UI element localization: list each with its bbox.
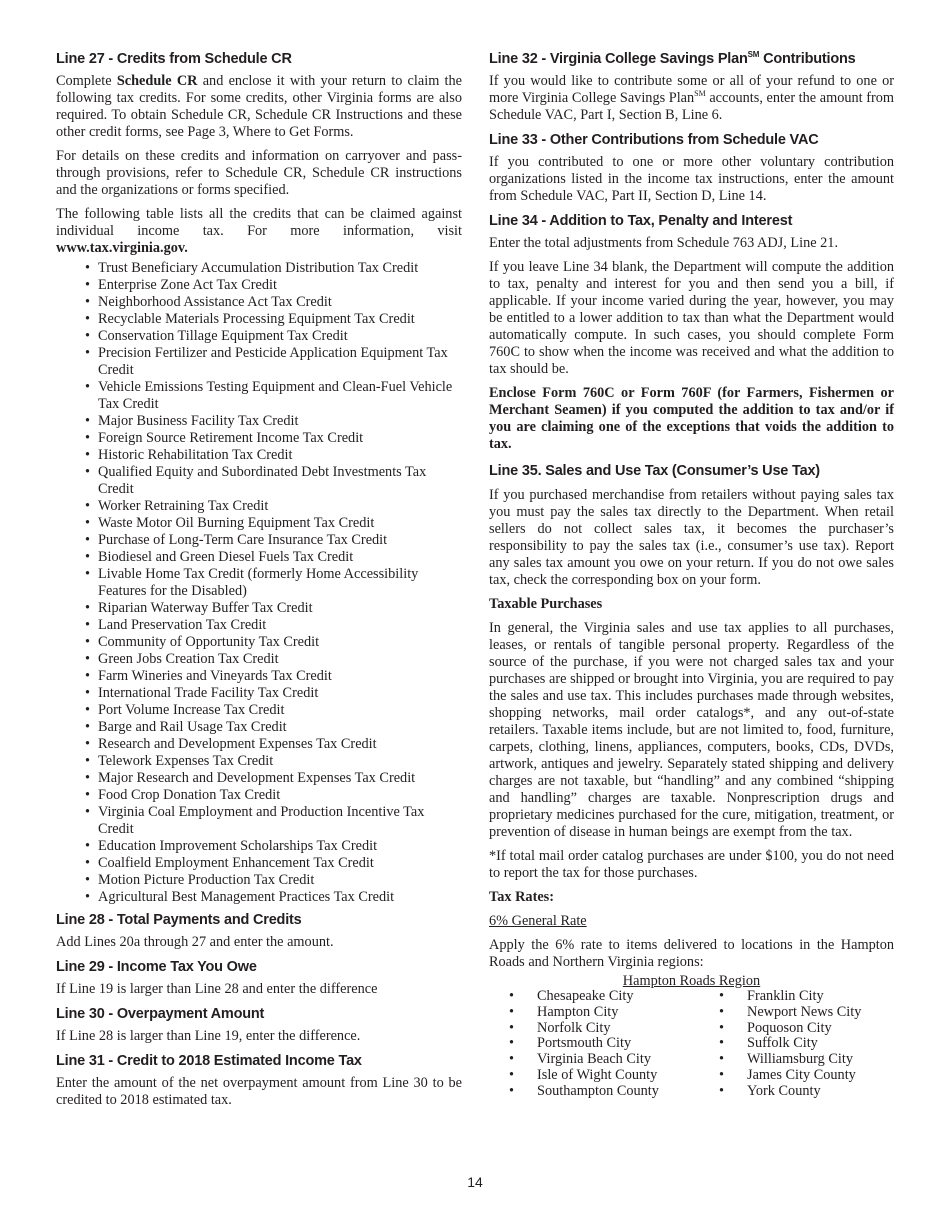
credit-list-item: • Telework Expenses Tax Credit xyxy=(85,753,462,770)
taxable-purchases-heading: Taxable Purchases xyxy=(489,596,603,612)
line33-text: If you contributed to one or more other voluntary contribution organizations listed in the income tax instructions, enter the amount from Schedule VAC, Part II, Section D, Line 14. xyxy=(489,154,894,204)
region-locality: • Newport News City xyxy=(719,1005,909,1021)
line34-paragraph-3: Enclose Form 760C or Form 760F (for Farmers, Fishermen or Merchant Seamen) if you computed the addition to tax and/or if you are claiming one of the exceptions that voids the addition to tax. xyxy=(489,385,894,452)
line31-heading: Line 31 - Credit to 2018 Estimated Income Tax xyxy=(56,1053,362,1069)
region-locality: • Portsmouth City xyxy=(509,1036,719,1052)
right-column xyxy=(489,50,894,1100)
credit-list-item: • Research and Development Expenses Tax Credit xyxy=(85,736,462,753)
line27-heading: Line 27 - Credits from Schedule CR xyxy=(56,51,292,67)
credit-list-item: • Livable Home Tax Credit (formerly Home Accessibility Features for the Disabled) xyxy=(85,566,462,600)
region-locality: • Franklin City xyxy=(719,989,909,1005)
credit-list-item: • Major Research and Development Expenses Tax Credit xyxy=(85,770,462,787)
region-locality: • Williamsburg City xyxy=(719,1052,909,1068)
region-locality: • James City County xyxy=(719,1068,909,1084)
line32-text: If you would like to contribute some or all of your refund to one or more Virginia College Savings Plan℠ accounts, enter the amount from Schedule VAC, Part I, Section B, Line 6. xyxy=(489,73,894,123)
credit-list-item: • Agricultural Best Management Practices Tax Credit xyxy=(85,889,462,906)
credit-list-item: • Foreign Source Retirement Income Tax Credit xyxy=(85,430,462,447)
credit-list-item: • Green Jobs Creation Tax Credit xyxy=(85,651,462,668)
credit-list-item: • Waste Motor Oil Burning Equipment Tax Credit xyxy=(85,515,462,532)
line33-heading: Line 33 - Other Contributions from Schedule VAC xyxy=(489,132,819,148)
credit-list-item: • Biodiesel and Green Diesel Fuels Tax Credit xyxy=(85,549,462,566)
region-title: Hampton Roads Region xyxy=(622,973,761,989)
general-rate-label: 6% General Rate xyxy=(489,913,587,929)
credit-list-item: • Community of Opportunity Tax Credit xyxy=(85,634,462,651)
line35-paragraph-4: Apply the 6% rate to items delivered to locations in the Hampton Roads and Northern Virginia regions: xyxy=(489,937,894,970)
region-locality: • York County xyxy=(719,1084,909,1100)
line35-heading: Line 35. Sales and Use Tax (Consumer’s Use Tax) xyxy=(489,463,820,479)
credit-list-item: • Vehicle Emissions Testing Equipment and Clean-Fuel Vehicle Tax Credit xyxy=(85,379,462,413)
credit-list-item: • Precision Fertilizer and Pesticide Application Equipment Tax Credit xyxy=(85,345,462,379)
credit-list-item: • Historic Rehabilitation Tax Credit xyxy=(85,447,462,464)
line28-text: Add Lines 20a through 27 and enter the amount. xyxy=(56,934,334,950)
line35-paragraph-3: *If total mail order catalog purchases are under $100, you do not need to report the tax for those purchases. xyxy=(489,848,894,881)
credit-list-item: • Worker Retraining Tax Credit xyxy=(85,498,462,515)
line29-heading: Line 29 - Income Tax You Owe xyxy=(56,959,257,975)
credit-list-item: • Barge and Rail Usage Tax Credit xyxy=(85,719,462,736)
line35-paragraph-1: If you purchased merchandise from retailers without paying sales tax you must pay the sales tax directly to the Department. When retail sellers do not collect sales tax, it becomes the purchaser’s responsibility to pay the sales tax (i.e., consumer’s use tax). Report any sales tax amount you owe on your return. If you do not owe sales tax, check the corresponding box on your form. xyxy=(489,487,894,588)
credit-list-item: • International Trade Facility Tax Credit xyxy=(85,685,462,702)
line27-paragraph-2: For details on these credits and information on carryover and pass-through provisions, refer to Schedule CR, Schedule CR instructions and the organizations or forms specified. xyxy=(56,148,462,198)
line27-paragraph-3: The following table lists all the credits that can be claimed against individual income tax. For more information, visit www.tax.virginia.gov. xyxy=(56,206,462,256)
line30-text: If Line 28 is larger than Line 19, enter the difference. xyxy=(56,1028,361,1044)
left-column xyxy=(56,50,462,1116)
line34-paragraph-2: If you leave Line 34 blank, the Department will compute the addition to tax, penalty and interest for you and then send you a bill, if applicable. If your income varied during the year, however, you may be entitled to a lower addition to tax than what the Department would automatically compute. In such cases, you should complete Form 760C to show when the income was received and what the addition to tax should be. xyxy=(489,259,894,377)
line34-heading: Line 34 - Addition to Tax, Penalty and Interest xyxy=(489,213,793,229)
credit-list-item: • Motion Picture Production Tax Credit xyxy=(85,872,462,889)
region-locality: • Isle of Wight County xyxy=(509,1068,719,1084)
credits-list xyxy=(56,260,462,906)
line32-heading: Line 32 - Virginia College Savings Plan℠ Contributions xyxy=(489,50,856,67)
credit-list-item: • Virginia Coal Employment and Production Incentive Tax Credit xyxy=(85,804,462,838)
region-locality: • Virginia Beach City xyxy=(509,1052,719,1068)
credit-list-item: • Farm Wineries and Vineyards Tax Credit xyxy=(85,668,462,685)
region-locality: • Norfolk City xyxy=(509,1021,719,1037)
line35-paragraph-2: In general, the Virginia sales and use tax applies to all purchases, leases, or rentals of tangible personal property. Regardless of the source of the purchase, if you were not charged sales tax and your purchases are shipped or brought into Virginia, you are required to pay the sales and use tax. This includes purchases made through websites, shopping networks, mail order catalogs*, and any out-of-state retailers. Taxable items include, but are not limited to, food, furniture, carpets, clothing, linens, appliances, computers, books, CDs, DVDs, artwork, antiques and jewelry. Separately stated shipping and delivery charges are not taxable, but “handling” and any combined “shipping and handling” charges are taxable. Nonprescription drugs and proprietary medicines purchased for the cure, mitigation, treatment, or prevention of disease in human beings are exempt from the tax. xyxy=(489,620,894,840)
line34-paragraph-1: Enter the total adjustments from Schedule 763 ADJ, Line 21. xyxy=(489,235,839,251)
region-locality: • Chesapeake City xyxy=(509,989,719,1005)
credit-list-item: • Food Crop Donation Tax Credit xyxy=(85,787,462,804)
credit-list-item: • Coalfield Employment Enhancement Tax Credit xyxy=(85,855,462,872)
credit-list-item: • Qualified Equity and Subordinated Debt Investments Tax Credit xyxy=(85,464,462,498)
region-list xyxy=(489,989,894,1100)
credit-list-item: • Major Business Facility Tax Credit xyxy=(85,413,462,430)
credit-list-item: • Land Preservation Tax Credit xyxy=(85,617,462,634)
credit-list-item: • Enterprise Zone Act Tax Credit xyxy=(85,277,462,294)
credit-list-item: • Neighborhood Assistance Act Tax Credit xyxy=(85,294,462,311)
region-locality: • Suffolk City xyxy=(719,1036,909,1052)
line28-heading: Line 28 - Total Payments and Credits xyxy=(56,912,302,928)
tax-rates-heading: Tax Rates: xyxy=(489,889,554,905)
region-locality: • Poquoson City xyxy=(719,1021,909,1037)
credit-list-item: • Riparian Waterway Buffer Tax Credit xyxy=(85,600,462,617)
line27-paragraph-1: Complete Schedule CR and enclose it with your return to claim the following tax credits. For some credits, other Virginia forms are also required. To obtain Schedule CR, Schedule CR Instructions and these other credit forms, see Page 3, Where to Get Forms. xyxy=(56,73,462,140)
credit-list-item: • Conservation Tillage Equipment Tax Credit xyxy=(85,328,462,345)
region-locality: • Southampton County xyxy=(509,1084,719,1100)
line30-heading: Line 30 - Overpayment Amount xyxy=(56,1006,265,1022)
credit-list-item: • Purchase of Long-Term Care Insurance Tax Credit xyxy=(85,532,462,549)
line31-text: Enter the amount of the net overpayment amount from Line 30 to be credited to 2018 estimated tax. xyxy=(56,1075,462,1108)
page-number: 14 xyxy=(467,1174,483,1190)
line29-text: If Line 19 is larger than Line 28 and enter the difference xyxy=(56,981,378,997)
credit-list-item: • Port Volume Increase Tax Credit xyxy=(85,702,462,719)
credit-list-item: • Recyclable Materials Processing Equipment Tax Credit xyxy=(85,311,462,328)
credit-list-item: • Trust Beneficiary Accumulation Distribution Tax Credit xyxy=(85,260,462,277)
region-locality: • Hampton City xyxy=(509,1005,719,1021)
credit-list-item: • Education Improvement Scholarships Tax Credit xyxy=(85,838,462,855)
